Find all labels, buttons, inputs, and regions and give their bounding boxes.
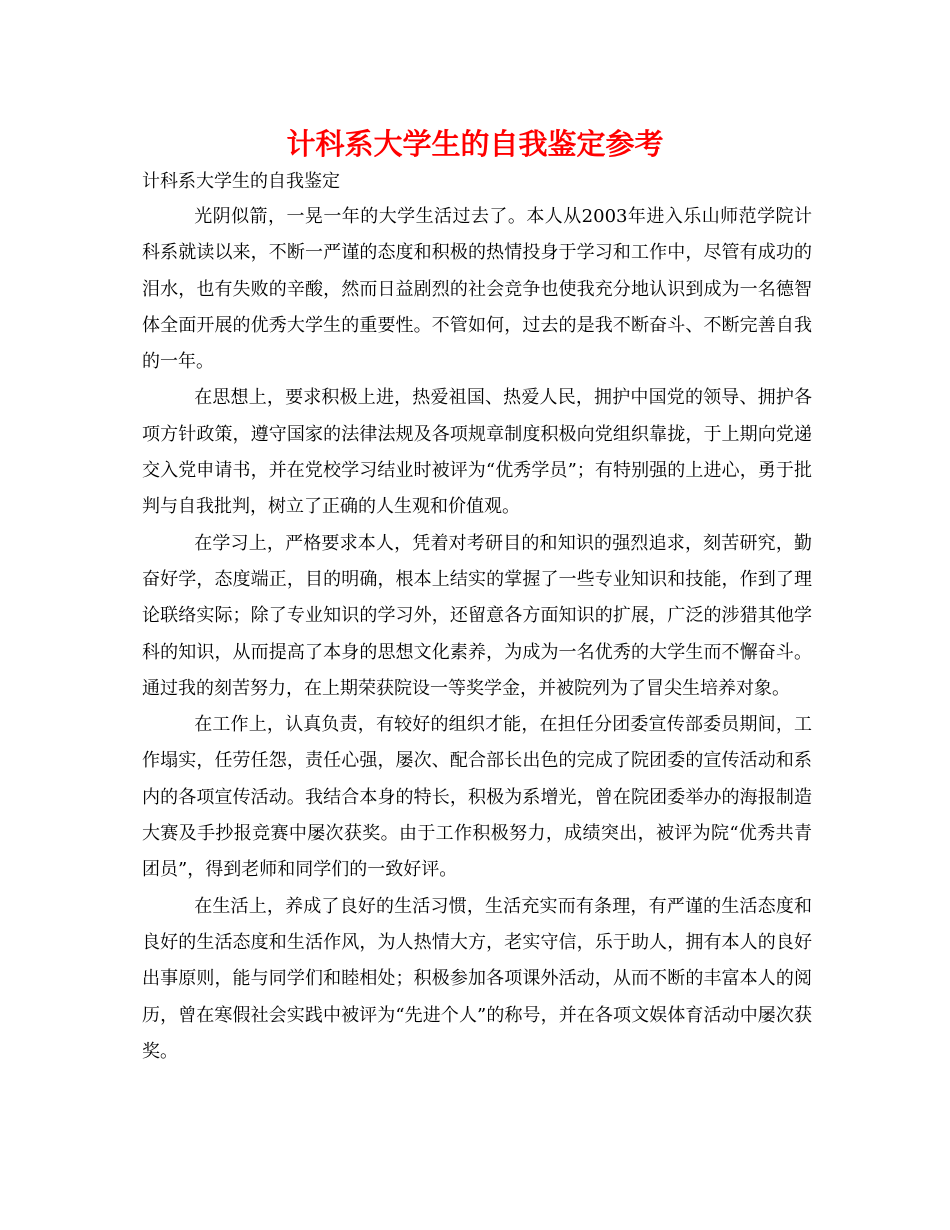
paragraph-thought: 在思想上，要求积极上进，热爱祖国、热爱人民，拥护中国党的领导、拥护各项方针政策，遵守国家的法律法规及各项规章制度积极向党组织靠拢，于上期向党递交入党申请书，并在党校学习结业时被评为“优秀学员”；有特别强的上进心，勇于批判与自我批判，树立了正确的人生观和价值观。 bbox=[142, 387, 812, 518]
paragraph-study: 在学习上，严格要求本人，凭着对考研目的和知识的强烈追求，刻苦研究，勤奋好学，态度端正，目的明确，根本上结实的掌握了一些专业知识和技能，作到了理论联络实际；除了专业知识的学习外，还留意各方面知识的扩展，广泛的涉猎其他学科的知识，从而提高了本身的思想文化素养，为成为一名优秀的大学生而不懈奋斗。通过我的刻苦努力，在上期荣获院设一等奖学金，并被院列为了冒尖生培养对象。 bbox=[142, 532, 812, 699]
document-title: 计科系大学生的自我鉴定参考 bbox=[286, 127, 664, 161]
paragraph-work: 在工作上，认真负责，有较好的组织才能，在担任分团委宣传部委员期间，工作塌实，任劳任怨，责任心强，屡次、配合部长出色的完成了院团委的宣传活动和系内的各项宣传活动。我结合本身的特长，积极为系增光，曾在院团委举办的海报制造大赛及手抄报竞赛中屡次获奖。由于工作积极努力，成绩突出，被评为院“优秀共青团员”，得到老师和同学们的一致好评。 bbox=[142, 714, 812, 881]
document-body bbox=[142, 199, 812, 1070]
paragraph-intro: 光阴似箭，一晃一年的大学生活过去了。本人从2003年进入乐山师范学院计科系就读以来，不断一严谨的态度和积极的热情投身于学习和工作中，尽管有成功的泪水，也有失败的辛酸，然而日益剧烈的社会竞争也使我充分地认识到成为一名德智体全面开展的优秀大学生的重要性。不管如何，过去的是我不断奋斗、不断完善自我的一年。 bbox=[142, 206, 812, 373]
document-subtitle: 计科系大学生的自我鉴定 bbox=[142, 171, 340, 192]
paragraph-life: 在生活上，养成了良好的生活习惯，生活充实而有条理，有严谨的生活态度和良好的生活态度和生活作风，为人热情大方，老实守信，乐于助人，拥有本人的良好出事原则，能与同学们和睦相处；积极参加各项课外活动，从而不断的丰富本人的阅历，曾在寒假社会实践中被评为“先进个人”的称号，并在各项文娱体育活动中屡次获奖。 bbox=[142, 895, 812, 1062]
